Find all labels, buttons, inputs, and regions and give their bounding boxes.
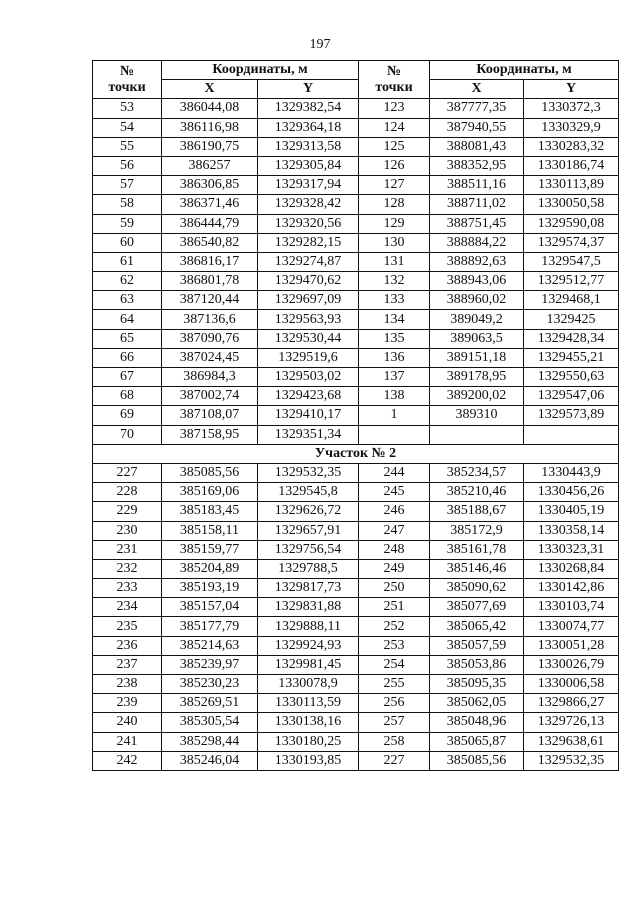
y-coord-left: 1329423,68: [258, 387, 359, 406]
point-number-header-right: [359, 61, 430, 99]
y-coord-left: 1330138,16: [258, 713, 359, 732]
point-number-left: 58: [93, 195, 162, 214]
table-row: [93, 214, 619, 233]
x-coord-left: 386444,79: [162, 214, 258, 233]
y-coord-right: 1330323,31: [524, 540, 619, 559]
x-coord-right: 385077,69: [430, 598, 524, 617]
point-number-right: 137: [359, 368, 430, 387]
point-number-right: 253: [359, 636, 430, 655]
point-number-left: 55: [93, 137, 162, 156]
x-coord-left: 385246,04: [162, 751, 258, 770]
section-2-heading-group: [93, 444, 619, 463]
y-coord-right: 1330142,86: [524, 579, 619, 598]
coords-header-left: Координаты, м: [162, 61, 359, 80]
y-coord-right: 1330405,19: [524, 502, 619, 521]
x-coord-left: 386801,78: [162, 272, 258, 291]
y-coord-left: 1329351,34: [258, 425, 359, 444]
x-coord-right: 385062,05: [430, 694, 524, 713]
point-number-left: 53: [93, 99, 162, 118]
x-coord-left: 386371,46: [162, 195, 258, 214]
x-coord-right: 389310: [430, 406, 524, 425]
y-coord-right: 1330051,28: [524, 636, 619, 655]
y-coord-right: 1330186,74: [524, 156, 619, 175]
x-coord-left: 386306,85: [162, 176, 258, 195]
y-coord-right: 1329590,08: [524, 214, 619, 233]
point-number-left: 60: [93, 233, 162, 252]
y-coord-left: 1329545,8: [258, 483, 359, 502]
point-number-left: 229: [93, 502, 162, 521]
x-coord-right: 388751,45: [430, 214, 524, 233]
y-coord-right: 1330456,26: [524, 483, 619, 502]
point-number-left: 242: [93, 751, 162, 770]
x-coord-right: 385065,87: [430, 732, 524, 751]
x-coord-right: 385234,57: [430, 463, 524, 482]
point-number-right: 123: [359, 99, 430, 118]
y-coord-right: 1330006,58: [524, 675, 619, 694]
y-coord-left: 1330193,85: [258, 751, 359, 770]
table-row: [93, 540, 619, 559]
y-coord-left: 1329519,6: [258, 348, 359, 367]
point-number-right: 132: [359, 272, 430, 291]
num-sign: №: [386, 63, 402, 79]
x-coord-left: 385305,54: [162, 713, 258, 732]
table-row: [93, 617, 619, 636]
x-coord-left: 385177,79: [162, 617, 258, 636]
table-row: [93, 521, 619, 540]
x-coord-right: 385048,96: [430, 713, 524, 732]
table-row: [93, 483, 619, 502]
x-coord-left: 385159,77: [162, 540, 258, 559]
x-coord-left: 387002,74: [162, 387, 258, 406]
y-coord-left: 1329530,44: [258, 329, 359, 348]
point-number-right: 127: [359, 176, 430, 195]
y-coord-left: 1329563,93: [258, 310, 359, 329]
point-number-right: 124: [359, 118, 430, 137]
point-number-right: 136: [359, 348, 430, 367]
y-coord-right: 1330283,32: [524, 137, 619, 156]
table-row: [93, 655, 619, 674]
x-coord-right: 385146,46: [430, 559, 524, 578]
x-coord-left: 387090,76: [162, 329, 258, 348]
point-number-left: 232: [93, 559, 162, 578]
x-coord-right: 388711,02: [430, 195, 524, 214]
y-coord-left: 1329924,93: [258, 636, 359, 655]
table-row: [93, 579, 619, 598]
x-coord-left: 386540,82: [162, 233, 258, 252]
x-coord-right: 385090,62: [430, 579, 524, 598]
point-number-right: 135: [359, 329, 430, 348]
y-coord-right: 1329512,77: [524, 272, 619, 291]
x-coord-right: 385085,56: [430, 751, 524, 770]
point-number-right: 1: [359, 406, 430, 425]
point-number-left: 228: [93, 483, 162, 502]
point-number-left: 70: [93, 425, 162, 444]
x-coord-right: 385095,35: [430, 675, 524, 694]
point-number-right: 256: [359, 694, 430, 713]
x-coord-right: 389151,18: [430, 348, 524, 367]
x-coord-right: 385210,46: [430, 483, 524, 502]
point-number-left: 67: [93, 368, 162, 387]
point-number-right: 245: [359, 483, 430, 502]
table-row: [93, 694, 619, 713]
section-row: [93, 444, 619, 463]
table-row: [93, 636, 619, 655]
table-row: [93, 559, 619, 578]
point-number-right: 130: [359, 233, 430, 252]
y-coord-left: 1329981,45: [258, 655, 359, 674]
point-number-left: 233: [93, 579, 162, 598]
table-body-part2: [93, 463, 619, 770]
page-number: 197: [309, 37, 331, 52]
point-number-left: 235: [93, 617, 162, 636]
y-coord-left: 1330180,25: [258, 732, 359, 751]
point-number-left: 236: [93, 636, 162, 655]
x-coord-left: 385298,44: [162, 732, 258, 751]
x-coord-left: 385204,89: [162, 559, 258, 578]
x-coord-left: 385193,19: [162, 579, 258, 598]
table-row: [93, 99, 619, 118]
x-coord-right: 389200,02: [430, 387, 524, 406]
coords-header-right: Координаты, м: [430, 61, 619, 80]
point-number-header-left: [93, 61, 162, 99]
y-coord-left: 1329313,58: [258, 137, 359, 156]
y-coord-right: 1330329,9: [524, 118, 619, 137]
y-coord-left: 1329831,88: [258, 598, 359, 617]
y-coord-left: 1330078,9: [258, 675, 359, 694]
point-number-left: 57: [93, 176, 162, 195]
table-row: [93, 137, 619, 156]
x-coord-left: 386116,98: [162, 118, 258, 137]
x-coord-right: 385172,9: [430, 521, 524, 540]
point-number-right: 227: [359, 751, 430, 770]
x-coord-right: 385053,86: [430, 655, 524, 674]
point-number-left: 230: [93, 521, 162, 540]
table-row: [93, 348, 619, 367]
y-coord-right: 1329547,5: [524, 252, 619, 271]
point-word: точки: [108, 79, 146, 95]
point-number-right: 249: [359, 559, 430, 578]
x-coord-left: 385239,97: [162, 655, 258, 674]
y-coord-left: 1329788,5: [258, 559, 359, 578]
x-coord-right: 388960,02: [430, 291, 524, 310]
x-coord-left: 385183,45: [162, 502, 258, 521]
y-coord-right: 1330103,74: [524, 598, 619, 617]
y-coord-left: 1329503,02: [258, 368, 359, 387]
x-coord-right: 385161,78: [430, 540, 524, 559]
y-coord-right: 1330372,3: [524, 99, 619, 118]
y-coord-left: 1329410,17: [258, 406, 359, 425]
point-number-right: 244: [359, 463, 430, 482]
table-row: [93, 598, 619, 617]
point-number-left: 69: [93, 406, 162, 425]
y-coord-left: 1329382,54: [258, 99, 359, 118]
point-number-left: 68: [93, 387, 162, 406]
point-number-right: 131: [359, 252, 430, 271]
table-row: [93, 732, 619, 751]
point-number-right: [359, 425, 430, 444]
y-coord-right: 1330026,79: [524, 655, 619, 674]
point-number-left: 231: [93, 540, 162, 559]
x-coord-left: 385158,11: [162, 521, 258, 540]
y-coord-left: 1329532,35: [258, 463, 359, 482]
x-coord-right: 388892,63: [430, 252, 524, 271]
point-number-right: 258: [359, 732, 430, 751]
table-row: [93, 425, 619, 444]
table-row: [93, 252, 619, 271]
x-coord-left: 385085,56: [162, 463, 258, 482]
x-coord-right: 385188,67: [430, 502, 524, 521]
point-number-left: 59: [93, 214, 162, 233]
y-coord-right: 1329468,1: [524, 291, 619, 310]
y-coord-right: 1329547,06: [524, 387, 619, 406]
point-number-left: 62: [93, 272, 162, 291]
x-coord-right: 388511,16: [430, 176, 524, 195]
table-row: [93, 406, 619, 425]
point-number-left: 241: [93, 732, 162, 751]
y-coord-left: 1330113,59: [258, 694, 359, 713]
point-number-right: 248: [359, 540, 430, 559]
x-coord-left: 387136,6: [162, 310, 258, 329]
point-word: точки: [375, 79, 413, 95]
point-number-right: 133: [359, 291, 430, 310]
table-row: [93, 751, 619, 770]
y-coord-right: 1329573,89: [524, 406, 619, 425]
x-coord-left: 385269,51: [162, 694, 258, 713]
y-coord-left: 1329888,11: [258, 617, 359, 636]
x-coord-left: 386044,08: [162, 99, 258, 118]
point-number-left: 227: [93, 463, 162, 482]
table-row: [93, 118, 619, 137]
point-number-right: 246: [359, 502, 430, 521]
y-coord-right: 1330358,14: [524, 521, 619, 540]
x-coord-right: 385065,42: [430, 617, 524, 636]
x-coord-right: [430, 425, 524, 444]
point-number-right: 126: [359, 156, 430, 175]
point-number-left: 234: [93, 598, 162, 617]
point-number-right: 129: [359, 214, 430, 233]
point-number-right: 138: [359, 387, 430, 406]
table-row: [93, 195, 619, 214]
y-coord-right: 1329574,37: [524, 233, 619, 252]
point-number-left: 61: [93, 252, 162, 271]
x-coord-right: 388081,43: [430, 137, 524, 156]
x-coord-right: 389063,5: [430, 329, 524, 348]
num-sign: №: [119, 63, 135, 79]
point-number-right: 247: [359, 521, 430, 540]
y-header-right: Y: [524, 80, 619, 99]
x-coord-left: 386190,75: [162, 137, 258, 156]
table-row: [93, 675, 619, 694]
x-coord-left: 386984,3: [162, 368, 258, 387]
y-header-left: Y: [258, 80, 359, 99]
point-number-left: 56: [93, 156, 162, 175]
x-coord-left: 387120,44: [162, 291, 258, 310]
table-row: [93, 387, 619, 406]
x-coord-right: 389049,2: [430, 310, 524, 329]
table-row: [93, 156, 619, 175]
table-row: [93, 310, 619, 329]
y-coord-right: 1329425: [524, 310, 619, 329]
table-row: [93, 329, 619, 348]
point-number-left: 65: [93, 329, 162, 348]
table-row: [93, 463, 619, 482]
header-row-top: [93, 61, 619, 80]
table-row: [93, 272, 619, 291]
y-coord-left: 1329817,73: [258, 579, 359, 598]
point-number-left: 54: [93, 118, 162, 137]
point-number-right: 257: [359, 713, 430, 732]
point-number-left: 66: [93, 348, 162, 367]
table-row: [93, 713, 619, 732]
y-coord-left: 1329305,84: [258, 156, 359, 175]
point-number-left: 63: [93, 291, 162, 310]
y-coord-left: 1329756,54: [258, 540, 359, 559]
point-number-left: 240: [93, 713, 162, 732]
x-coord-left: 385169,06: [162, 483, 258, 502]
y-coord-right: 1330443,9: [524, 463, 619, 482]
y-coord-left: 1329470,62: [258, 272, 359, 291]
point-number-right: 125: [359, 137, 430, 156]
x-header-left: X: [162, 80, 258, 99]
y-coord-right: 1329455,21: [524, 348, 619, 367]
y-coord-right: 1329866,27: [524, 694, 619, 713]
y-coord-right: 1330268,84: [524, 559, 619, 578]
table-row: [93, 291, 619, 310]
y-coord-right: 1330074,77: [524, 617, 619, 636]
table-row: [93, 368, 619, 387]
section-title: Участок № 2: [93, 444, 619, 463]
point-number-right: 251: [359, 598, 430, 617]
y-coord-left: 1329364,18: [258, 118, 359, 137]
y-coord-right: 1329532,35: [524, 751, 619, 770]
y-coord-left: 1329657,91: [258, 521, 359, 540]
y-coord-left: 1329282,15: [258, 233, 359, 252]
point-number-left: 237: [93, 655, 162, 674]
y-coord-right: [524, 425, 619, 444]
y-coord-right: 1329550,63: [524, 368, 619, 387]
x-coord-right: 389178,95: [430, 368, 524, 387]
y-coord-left: 1329274,87: [258, 252, 359, 271]
x-coord-right: 388884,22: [430, 233, 524, 252]
x-coord-right: 387940,55: [430, 118, 524, 137]
x-coord-left: 387024,45: [162, 348, 258, 367]
point-number-right: 254: [359, 655, 430, 674]
x-coord-left: 386257: [162, 156, 258, 175]
y-coord-right: 1330113,89: [524, 176, 619, 195]
point-number-right: 134: [359, 310, 430, 329]
point-number-right: 252: [359, 617, 430, 636]
y-coord-left: 1329320,56: [258, 214, 359, 233]
y-coord-right: 1330050,58: [524, 195, 619, 214]
x-coord-left: 385230,23: [162, 675, 258, 694]
y-coord-left: 1329697,09: [258, 291, 359, 310]
point-number-left: 238: [93, 675, 162, 694]
y-coord-left: 1329626,72: [258, 502, 359, 521]
y-coord-left: 1329317,94: [258, 176, 359, 195]
coordinates-table: [92, 60, 619, 771]
point-number-left: 239: [93, 694, 162, 713]
table-row: [93, 176, 619, 195]
x-coord-right: 388943,06: [430, 272, 524, 291]
point-number-right: 250: [359, 579, 430, 598]
x-coord-left: 385157,04: [162, 598, 258, 617]
table-row: [93, 233, 619, 252]
y-coord-left: 1329328,42: [258, 195, 359, 214]
x-coord-left: 386816,17: [162, 252, 258, 271]
x-header-right: X: [430, 80, 524, 99]
point-number-right: 255: [359, 675, 430, 694]
x-coord-left: 385214,63: [162, 636, 258, 655]
header-row-sub: [93, 80, 619, 99]
y-coord-right: 1329726,13: [524, 713, 619, 732]
point-number-right: 128: [359, 195, 430, 214]
y-coord-right: 1329428,34: [524, 329, 619, 348]
point-number-left: 64: [93, 310, 162, 329]
x-coord-left: 387108,07: [162, 406, 258, 425]
table-body-part1: [93, 99, 619, 444]
y-coord-right: 1329638,61: [524, 732, 619, 751]
x-coord-left: 387158,95: [162, 425, 258, 444]
x-coord-right: 388352,95: [430, 156, 524, 175]
x-coord-right: 385057,59: [430, 636, 524, 655]
table-row: [93, 502, 619, 521]
x-coord-right: 387777,35: [430, 99, 524, 118]
